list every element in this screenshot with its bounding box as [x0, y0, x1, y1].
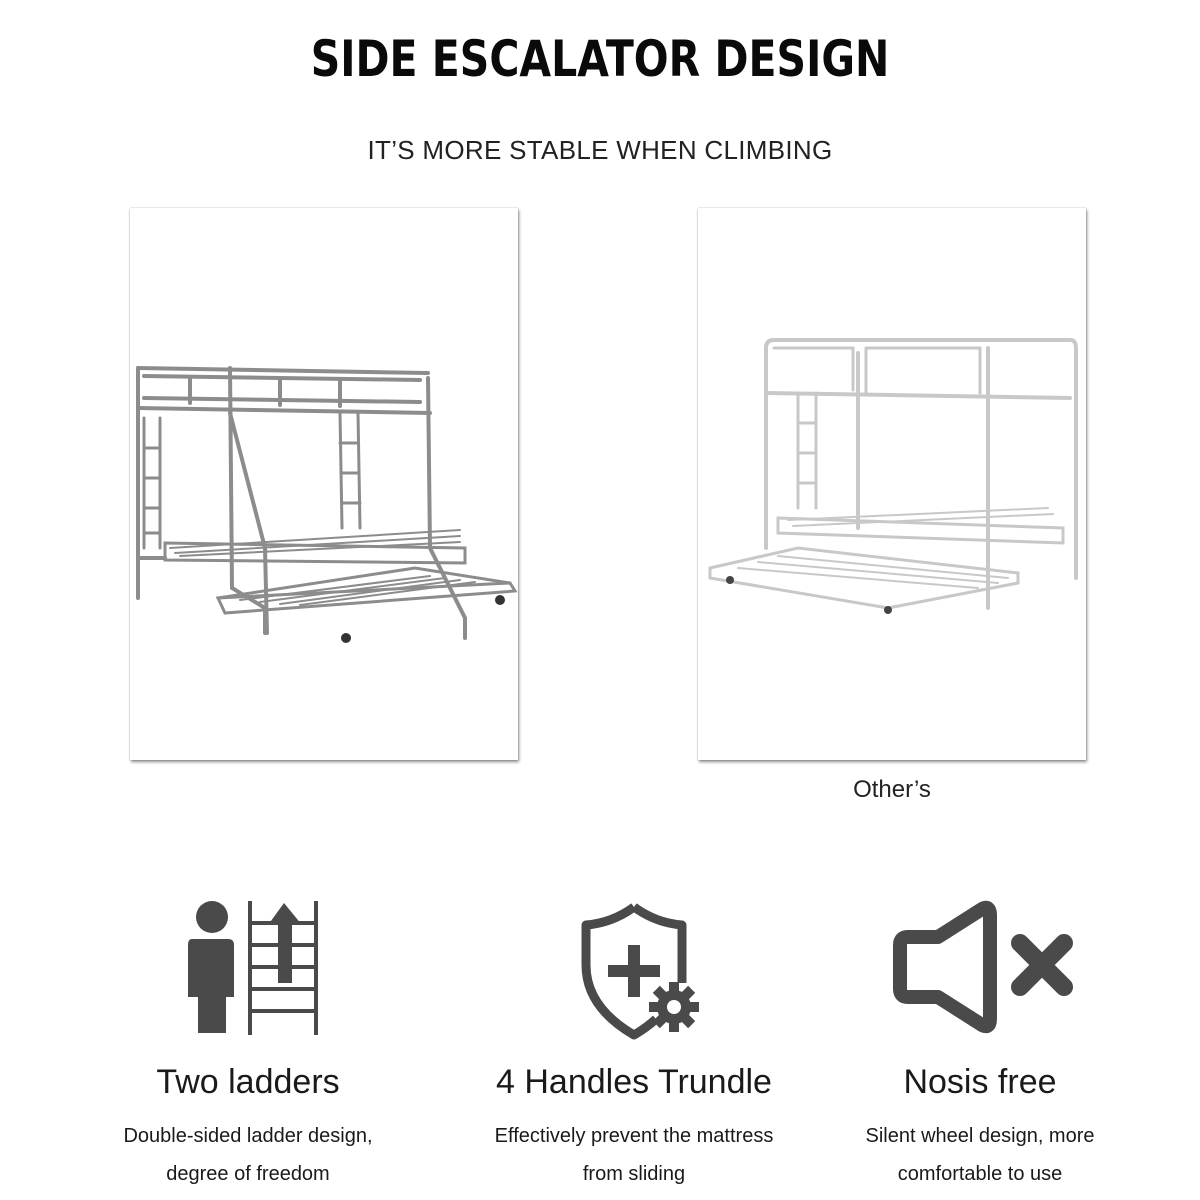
feature-handles-trundle [454, 895, 814, 1185]
bunk-bed-other-illustration [698, 208, 1086, 760]
feature-title: 4 Handles Trundle [496, 1063, 772, 1101]
feature-desc-line: Double-sided ladder design, [123, 1125, 373, 1147]
page-subtitle: IT’S MORE STABLE WHEN CLIMBING [367, 135, 833, 165]
shield-plus-gear-icon [554, 895, 714, 1045]
feature-noise-free [800, 895, 1160, 1185]
bunk-bed-image-right [698, 208, 1086, 760]
feature-two-ladders [68, 895, 428, 1185]
speaker-mute-icon [880, 895, 1080, 1045]
person-ladder-icon [168, 895, 328, 1045]
bunk-bed-side-ladder-illustration [130, 208, 518, 760]
feature-desc-line: comfortable to use [897, 1163, 1063, 1185]
feature-desc-line: Effectively prevent the mattress [494, 1125, 774, 1147]
other-caption: Other’s [853, 776, 931, 803]
feature-desc-line: Silent wheel design, more [865, 1125, 1095, 1147]
feature-description [800, 1117, 1160, 1193]
feature-desc-line: degree of freedom [166, 1163, 330, 1185]
feature-description [454, 1117, 814, 1193]
page-title: SIDE ESCALATOR DESIGN [310, 30, 890, 88]
feature-desc-line: from sliding [582, 1163, 686, 1185]
bunk-bed-image-left [130, 208, 518, 760]
feature-title: Nosis free [903, 1063, 1057, 1101]
feature-title: Two ladders [156, 1063, 340, 1101]
feature-description [68, 1117, 428, 1193]
